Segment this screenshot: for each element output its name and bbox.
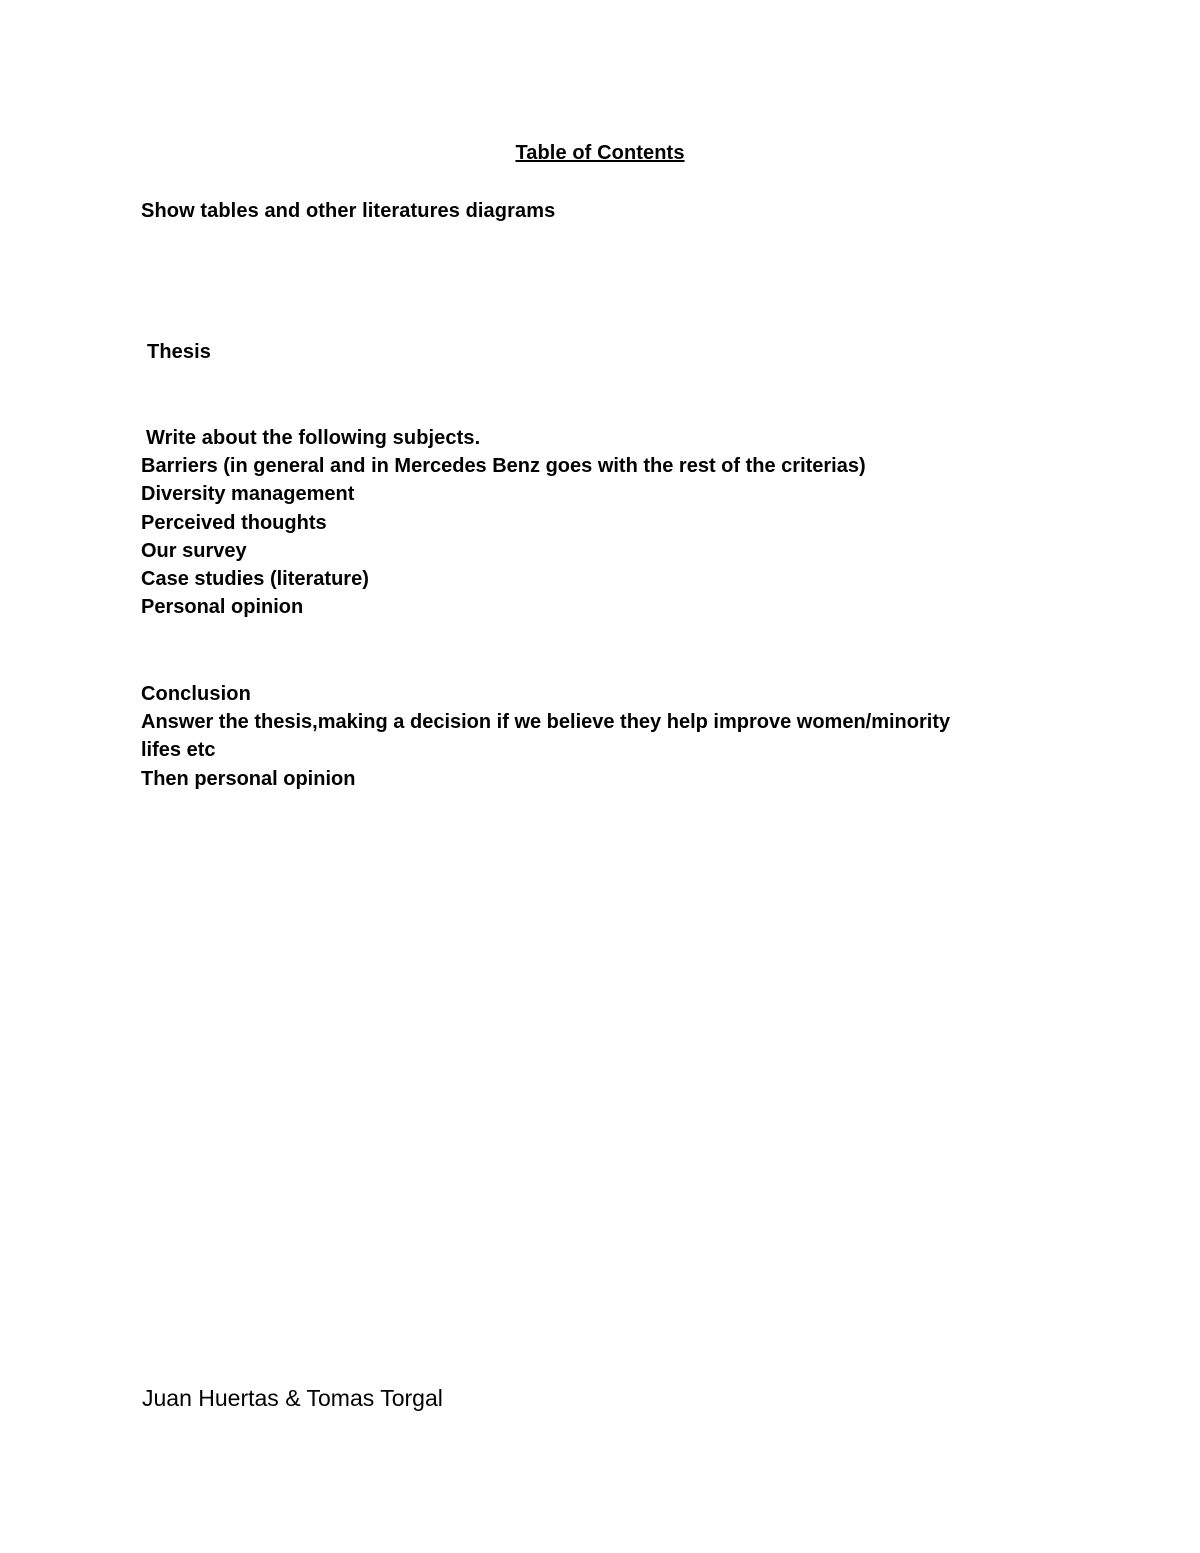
- list-item: Case studies (literature): [141, 568, 369, 591]
- thesis-heading: Thesis: [147, 341, 211, 363]
- subjects-list: [141, 452, 866, 622]
- list-item: Our survey: [141, 539, 247, 562]
- list-item: Then personal opinion: [141, 767, 356, 790]
- authors-footer: Juan Huertas & Tomas Torgal: [142, 1385, 443, 1411]
- list-item: Answer the thesis,making a decision if we believe they help improve women/minority: [141, 711, 951, 733]
- subjects-intro: Write about the following subjects.: [146, 427, 481, 449]
- page-title: Table of Contents: [515, 142, 685, 164]
- list-item: lifes etc: [141, 739, 216, 762]
- list-item: Personal opinion: [141, 596, 304, 619]
- list-item: Diversity management: [141, 483, 355, 506]
- list-item: Barriers (in general and in Mercedes Benz goes with the rest of the criterias): [141, 455, 866, 477]
- intro-line: Show tables and other literatures diagrams: [141, 200, 556, 222]
- list-item: Perceived thoughts: [141, 511, 327, 534]
- conclusion-heading: Conclusion: [141, 683, 251, 705]
- conclusion-list: [141, 708, 950, 793]
